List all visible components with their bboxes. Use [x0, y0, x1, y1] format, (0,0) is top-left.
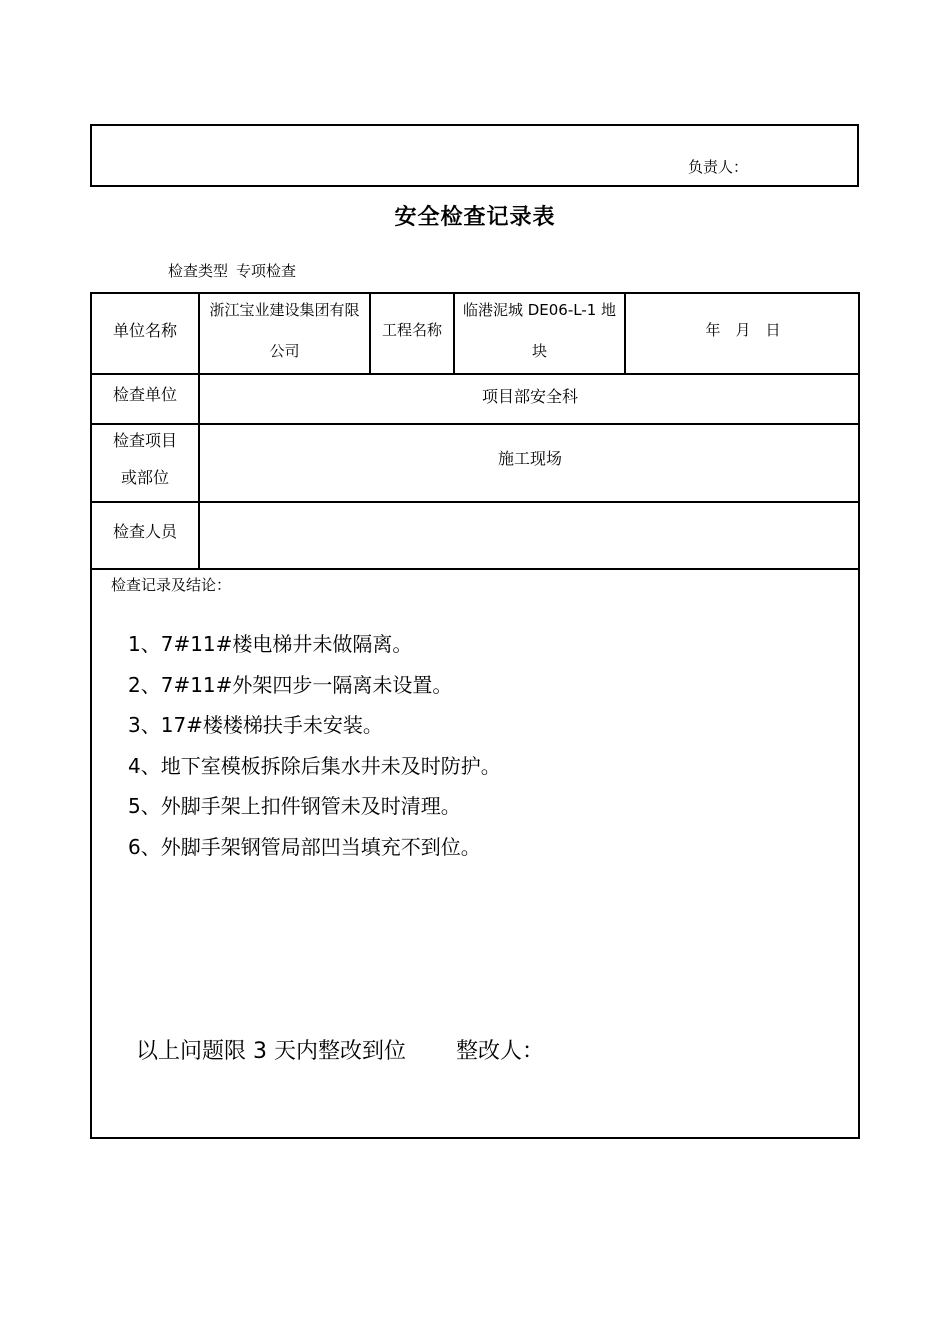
- responsible-label: 负责人：: [688, 158, 749, 176]
- inspectors-label: 检查人员: [112, 522, 177, 541]
- rectifier-label: 整改人：: [455, 1039, 544, 1064]
- inspection-type-value: 专项检查: [236, 262, 297, 280]
- row-divider: [92, 501, 858, 503]
- deadline-text: 以上问题限 3 天内整改到位: [136, 1039, 406, 1064]
- project-name-value-line2: 块: [531, 342, 547, 360]
- inspection-unit-label: 检查单位: [112, 385, 177, 404]
- record-item: 5、外脚手架上扣件钢管未及时清理。: [128, 794, 461, 818]
- inspection-form-table: [90, 292, 860, 1139]
- page-title: 安全检查记录表: [394, 205, 556, 230]
- inspection-unit-value: 项目部安全科: [481, 387, 578, 406]
- record-item: 1、7#11#楼电梯井未做隔离。: [128, 632, 413, 656]
- row-divider: [92, 423, 858, 425]
- unit-name-label: 单位名称: [112, 321, 177, 340]
- inspection-item-value: 施工现场: [497, 449, 562, 468]
- project-name-label: 工程名称: [381, 321, 442, 339]
- date-field: 年 月 日: [705, 321, 781, 339]
- column-divider: [198, 294, 200, 568]
- records-list: [128, 624, 501, 867]
- conclusion-line: [136, 1034, 544, 1065]
- inspection-type-label: 检查类型: [168, 262, 229, 280]
- unit-name-value-line2: 公司: [269, 342, 300, 360]
- responsible-box: [90, 124, 859, 187]
- record-item: 3、17#楼楼梯扶手未安装。: [128, 713, 383, 737]
- row-divider: [92, 373, 858, 375]
- records-label: 检查记录及结论：: [111, 576, 232, 594]
- record-item: 6、外脚手架钢管局部凹当填充不到位。: [128, 834, 481, 859]
- inspection-type-line: [168, 260, 296, 281]
- inspection-item-label-line1: 检查项目: [112, 431, 177, 450]
- unit-name-value-line1: 浙江宝业建设集团有限: [209, 301, 360, 319]
- row-divider: [92, 568, 858, 570]
- inspection-item-label-line2: 或部位: [120, 468, 169, 487]
- record-item: 2、7#11#外架四步一隔离未设置。: [128, 672, 453, 697]
- record-item: 4、地下室模板拆除后集水井未及时防护。: [128, 753, 501, 778]
- project-name-value-line1: 临港泥城 DE06-L-1 地: [462, 301, 617, 319]
